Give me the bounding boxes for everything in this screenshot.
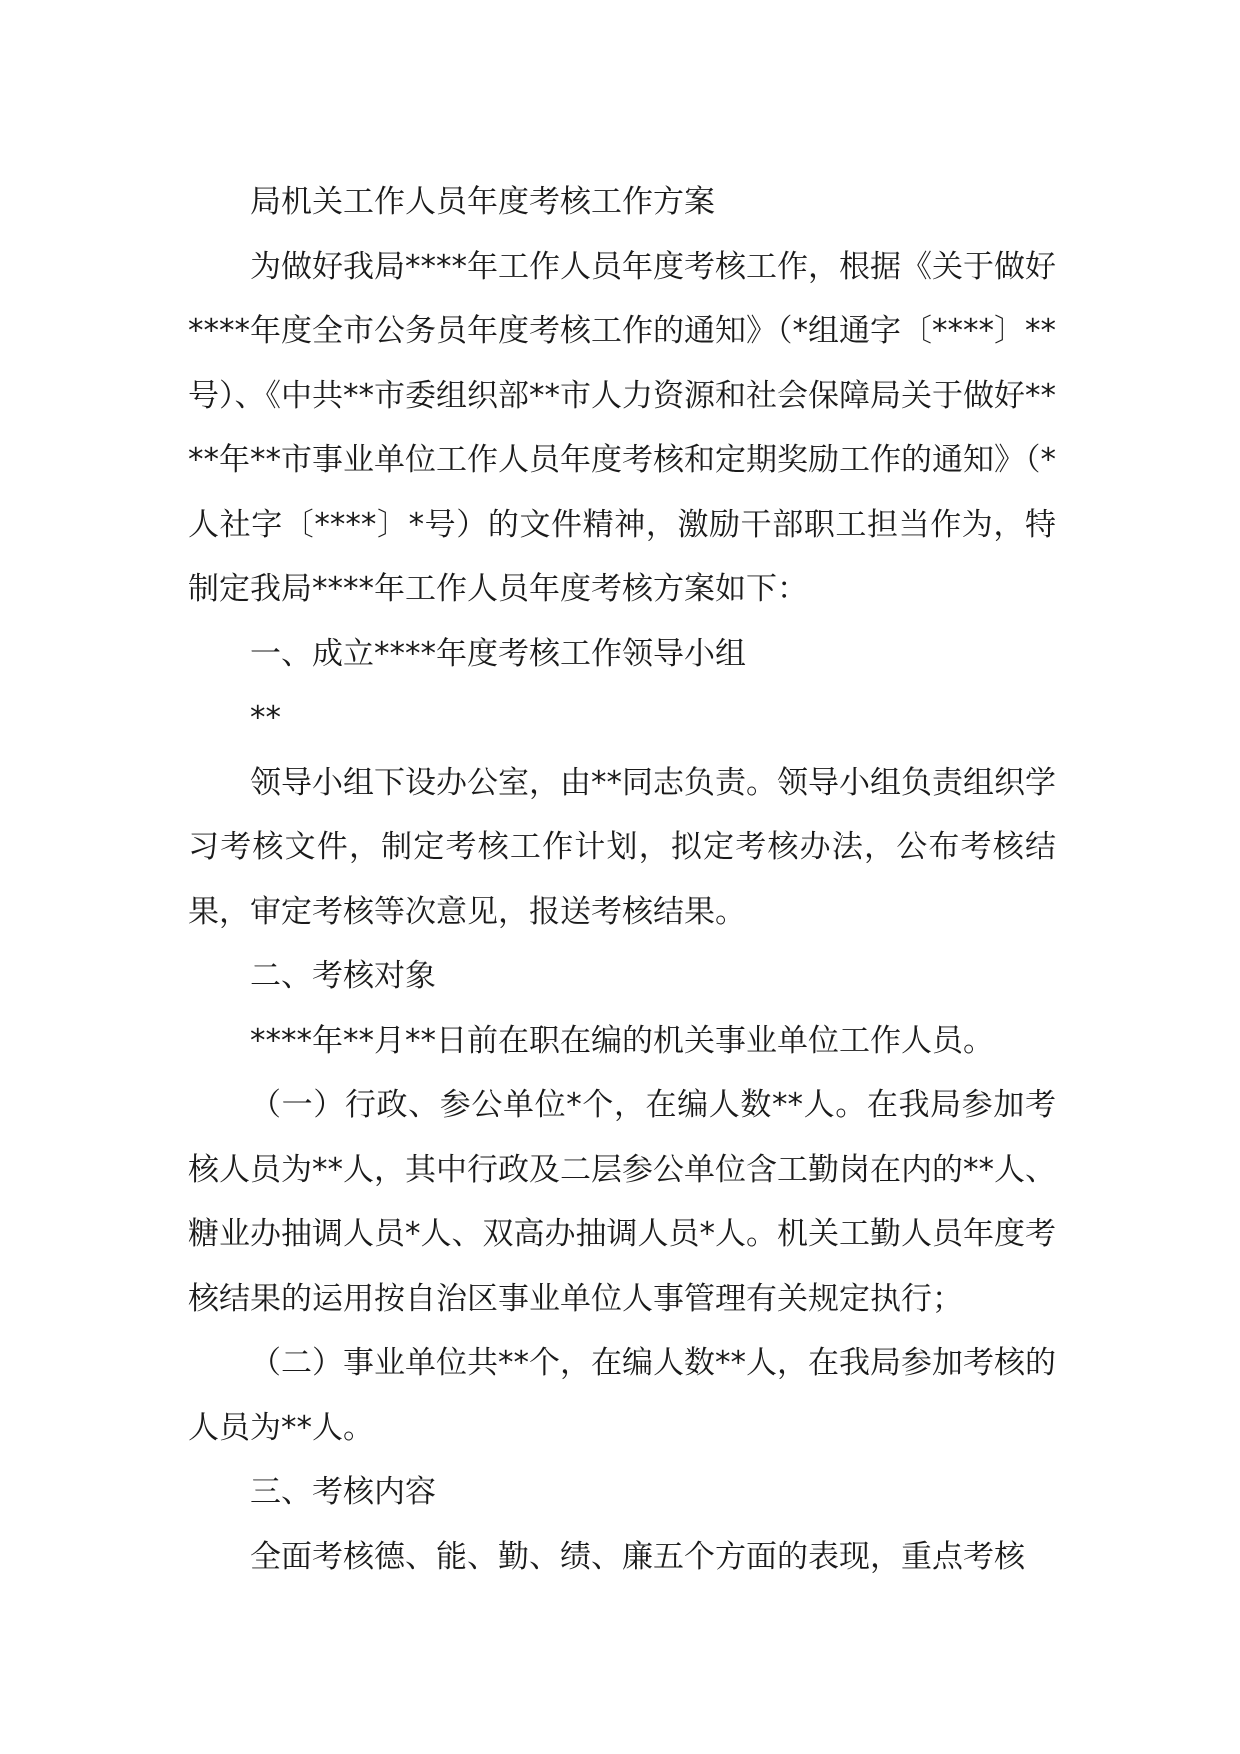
paragraph-leader-list: ** (250, 700, 281, 736)
paragraph-content: 全面考核德、能、勤、绩、廉五个方面的表现，重点考核 (250, 1538, 1025, 1575)
paragraph-public-units: （二）事业单位共**个，在编人数**人，在我局参加考核的人员为**人。 (188, 1345, 1056, 1446)
section-heading-3: 三、考核内容 (250, 1474, 436, 1510)
document-body (188, 170, 1056, 1589)
section-heading-2: 二、考核对象 (250, 958, 436, 994)
section-heading-1: 一、成立****年度考核工作领导小组 (250, 635, 746, 672)
document-title: 局机关工作人员年度考核工作方案 (250, 184, 715, 220)
paragraph-targets: ****年**月**日前在职在编的机关事业单位工作人员。 (250, 1022, 994, 1059)
paragraph-admin-units: （一）行政、参公单位*个，在编人数**人。在我局参加考核人员为**人，其中行政及二层参公单位含工勤岗在内的**人、糖业办抽调人员*人、双高办抽调人员*人。机关工勤人员年度考核结果的运用按自治区事业单位人事管理有关规定执行； (188, 1087, 1056, 1317)
paragraph-office: 领导小组下设办公室，由**同志负责。领导小组负责组织学习考核文件，制定考核工作计划，拟定考核办法，公布考核结果，审定考核等次意见，报送考核结果。 (188, 764, 1056, 930)
paragraph-intro: 为做好我局****年工作人员年度考核工作，根据《关于做好****年度全市公务员年度考核工作的通知》（*组通字〔****〕**号）、《中共**市委组织部**市人力资源和社会保障局关于做好****年**市事业单位工作人员年度考核和定期奖励工作的通知》（*人社字〔****〕*号）的文件精神，激励干部职工担当作为，特制定我局****年工作人员年度考核方案如下： (188, 248, 1056, 607)
